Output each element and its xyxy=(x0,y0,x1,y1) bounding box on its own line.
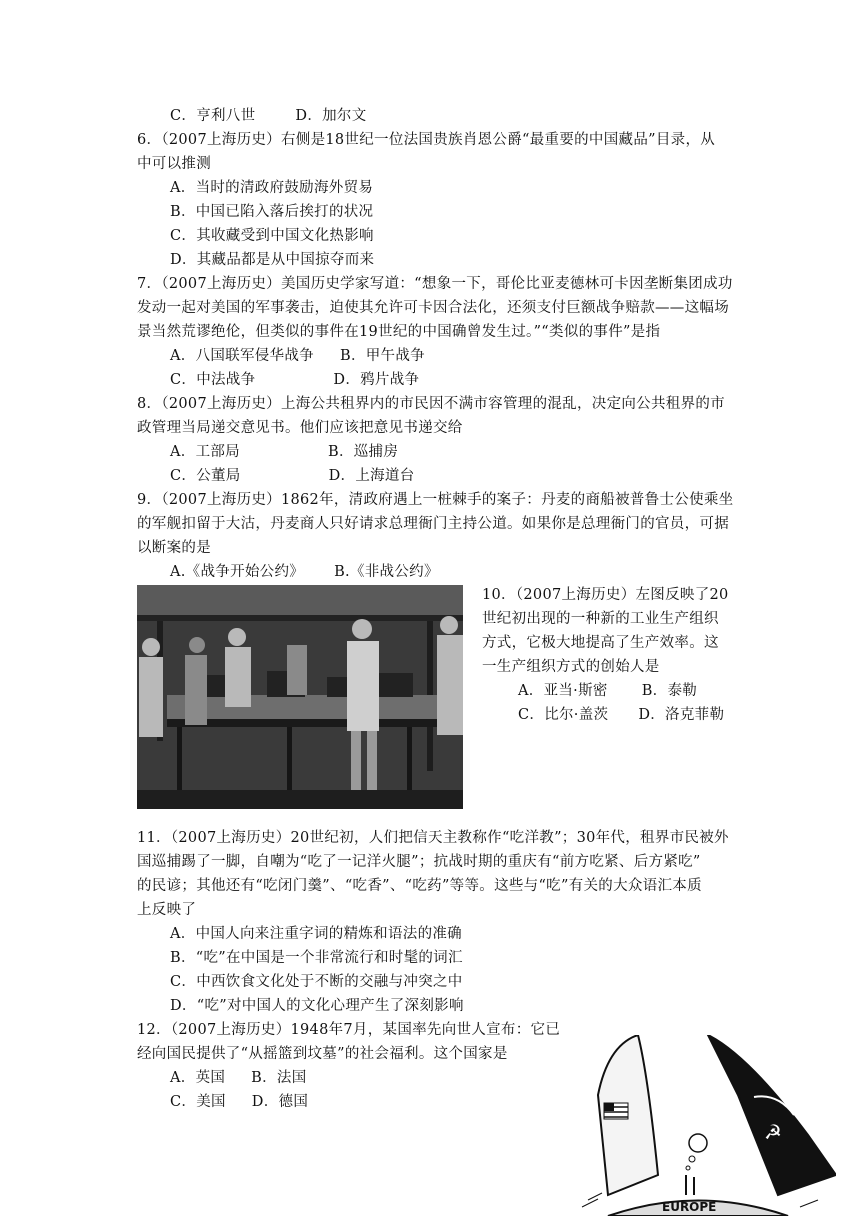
cold-war-cartoon xyxy=(568,1035,836,1216)
q8-option-a: A．工部局 xyxy=(170,444,240,460)
q6-option-b: B．中国已陷入落后挨打的状况 xyxy=(170,204,374,220)
q9-option-b: B.《非战公约》 xyxy=(334,564,439,580)
q10-stem-line4: 一生产组织方式的创始人是 xyxy=(482,659,660,675)
q12-stem-line2: 经向国民提供了“从摇篮到坟墓”的社会福利。这个国家是 xyxy=(137,1046,508,1062)
q7-option-b: B．甲午战争 xyxy=(339,348,425,364)
q12-options-cd xyxy=(170,1092,308,1112)
q8-options-ab xyxy=(170,442,398,462)
q12-option-b: B．法国 xyxy=(251,1070,307,1086)
q6-option-c: C．其收藏受到中国文化热影响 xyxy=(170,228,374,244)
q8-stem-line1: 8．（2007上海历史）上海公共租界内的市民因不满市容管理的混乱，决定向公共租界的市 xyxy=(137,396,725,412)
q7-option-d: D．鸦片战争 xyxy=(333,372,420,388)
q10-stem-line1: 10．（2007上海历史）左图反映了20 xyxy=(482,587,729,603)
q7-stem-line2: 发动一起对美国的军事袭击，迫使其允许可卡因合法化，还须支付巨额战争赔款——这幅场 xyxy=(137,300,729,316)
q9-options-ab xyxy=(170,562,439,582)
q11-stem-line3: 的民谚；其他还有“吃闭门羹”、“吃香”、“吃药”等等。这些与“吃”有关的大众语汇本质 xyxy=(137,878,702,894)
europe-label: EUROPE xyxy=(662,1200,717,1214)
q11-option-c: C．中西饮食文化处于不断的交融与冲突之中 xyxy=(170,974,463,990)
q11-stem-line1: 11．（2007上海历史）20世纪初，人们把信天主教称作“吃洋教”；30年代，租界市民被外 xyxy=(137,830,729,846)
q10-option-b: B．泰勒 xyxy=(641,683,698,699)
q7-option-c: C．中法战争 xyxy=(170,372,256,388)
assembly-line-photo xyxy=(137,585,463,809)
hammer-sickle-icon: ☭ xyxy=(764,1120,782,1144)
q6-option-a: A．当时的清政府鼓励海外贸易 xyxy=(170,180,374,196)
q7-stem-line1: 7．（2007上海历史）美国历史学家写道：“想象一下，哥伦比亚麦德林可卡因垄断集团成功 xyxy=(137,276,733,292)
q8-option-b: B．巡捕房 xyxy=(327,444,399,460)
q8-option-d: D．上海道台 xyxy=(328,468,415,484)
q9-option-a: A.《战争开始公约》 xyxy=(170,564,305,580)
q11-option-b: B．“吃”在中国是一个非常流行和时髦的词汇 xyxy=(170,950,463,966)
q6-option-d: D．其藏品都是从中国掠夺而来 xyxy=(170,252,375,268)
q5-option-d: D．加尔文 xyxy=(295,108,367,124)
q11-option-d: D．“吃”对中国人的文化心理产生了深刻影响 xyxy=(170,998,464,1014)
q10-option-a: A．亚当·斯密 xyxy=(518,683,608,699)
q11-stem-line4: 上反映了 xyxy=(137,902,197,918)
q7-stem-line3: 景当然荒谬绝伦，但类似的事件在19世纪的中国确曾发生过。”“类似的事件”是指 xyxy=(137,324,661,340)
q9-stem-line3: 以断案的是 xyxy=(137,540,211,556)
q12-option-c: C．美国 xyxy=(170,1094,226,1110)
q8-options-cd xyxy=(170,466,415,486)
q10-options-ab xyxy=(518,681,697,701)
q9-stem-line1: 9．（2007上海历史）1862年，清政府遇上一桩棘手的案子：丹麦的商船被普鲁士公使乘坐 xyxy=(137,492,734,508)
q7-option-a: A．八国联军侵华战争 xyxy=(170,348,314,364)
q6-stem-line2: 中可以推测 xyxy=(137,156,211,172)
q6-stem-line1: 6．（2007上海历史）右侧是18世纪一位法国贵族肖恩公爵“最重要的中国藏品”目录，从 xyxy=(137,132,716,148)
q8-stem-line2: 政管理当局递交意见书。他们应该把意见书递交给 xyxy=(137,420,463,436)
q12-stem-line1: 12．（2007上海历史）1948年7月，某国率先向世人宣布：它已 xyxy=(137,1022,561,1038)
q7-options-ab xyxy=(170,346,425,366)
q5-options-cd xyxy=(170,106,367,126)
q9-stem-line2: 的军舰扣留于大沽，丹麦商人只好请求总理衙门主持公道。如果你是总理衙门的官员，可据 xyxy=(137,516,729,532)
q11-option-a: A．中国人向来注重字词的精炼和语法的准确 xyxy=(170,926,462,942)
q7-options-cd xyxy=(170,370,419,390)
q12-options-ab xyxy=(170,1068,307,1088)
q10-stem-line2: 世纪初出现的一种新的工业生产组织 xyxy=(482,611,719,627)
q5-option-c: C．亨利八世 xyxy=(170,108,256,124)
q11-stem-line2: 国巡捕踢了一脚，自嘲为“吃了一记洋火腿”；抗战时期的重庆有“前方吃紧、后方紧吃” xyxy=(137,854,701,870)
q10-option-c: C．比尔·盖茨 xyxy=(518,707,609,723)
q12-option-a: A．英国 xyxy=(170,1070,226,1086)
q12-option-d: D．德国 xyxy=(251,1094,309,1110)
q10-options-cd xyxy=(518,705,724,725)
q10-stem-line3: 方式，它极大地提高了生产效率。这 xyxy=(482,635,719,651)
q8-option-c: C．公董局 xyxy=(170,468,241,484)
q10-option-d: D．洛克菲勒 xyxy=(638,707,725,723)
